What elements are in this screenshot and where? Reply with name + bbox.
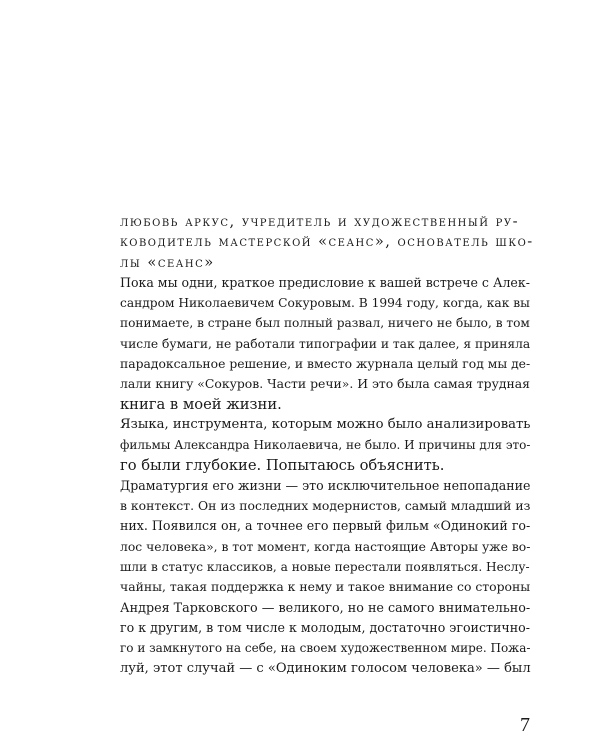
text-line: них. Появился он, а точнее его первый фильм «Одинокий го- — [120, 518, 531, 534]
speaker-line: любовь аркус, учредитель и художественный ру- — [120, 213, 520, 230]
text-line: го и замкнутого на себе, на своем художественном мире. Пожа- — [120, 641, 531, 656]
text-line: го к другим, в том числе к молодым, достаточно эгоистично- — [120, 619, 530, 635]
speaker-heading — [120, 212, 534, 273]
text-line: понимаете, в стране был полный развал, ничего не было, в том — [120, 316, 530, 331]
text-line: Андрея Тарковского — великого, но не самого внимательно- — [120, 599, 531, 615]
text-line: Драматургия его жизни — это исключительное непопадание — [120, 477, 531, 493]
text-line: лос человека», в тот момент, когда настоящие Авторы уже во- — [120, 539, 531, 554]
text-line: сандром Николаевичем Сокуровым. В 1994 году, когда, как вы — [120, 296, 530, 311]
text-line: лали книгу «Сокуров. Части речи». И это была самая трудная — [120, 376, 530, 392]
text-line: чайны, такая поддержка к нему и такое внимание со стороны — [120, 579, 531, 595]
text-line: парадоксальное решение, и вместо журнала целый год мы де- — [120, 357, 531, 372]
page-number: 7 — [520, 714, 530, 736]
text-line: в контекст. Он из последних модернистов, самый младший из — [120, 498, 531, 514]
text-line: шли в статус классиков, а новые перестали появляться. Неслу- — [120, 560, 530, 575]
text-line: луй, этот случай — с «Одиноким голосом человека» — был — [120, 660, 531, 676]
paragraph-preface — [120, 273, 530, 415]
text-line: фильмы Александра Николаевича, не было. И причины для это- — [120, 438, 531, 453]
paragraph-language — [120, 415, 530, 476]
speaker-line: лы «сеанс» — [120, 253, 215, 271]
text-line: Языка, инструмента, которым можно было анализировать — [120, 416, 531, 432]
text-block — [120, 212, 534, 679]
speaker-line: ководитель мастерской «сеанс», основатель шко- — [120, 233, 534, 251]
text-line: книга в моей жизни. — [120, 395, 282, 413]
text-line: числе бумаги, не работали типографии и так далее, я приняла — [120, 336, 531, 351]
text-line: Пока мы одни, краткое предисловие к вашей встрече с Алек- — [120, 274, 530, 290]
paragraph-dramaturgy — [120, 476, 530, 679]
text-line: го были глубокие. Попытаюсь объяснить. — [120, 456, 445, 474]
